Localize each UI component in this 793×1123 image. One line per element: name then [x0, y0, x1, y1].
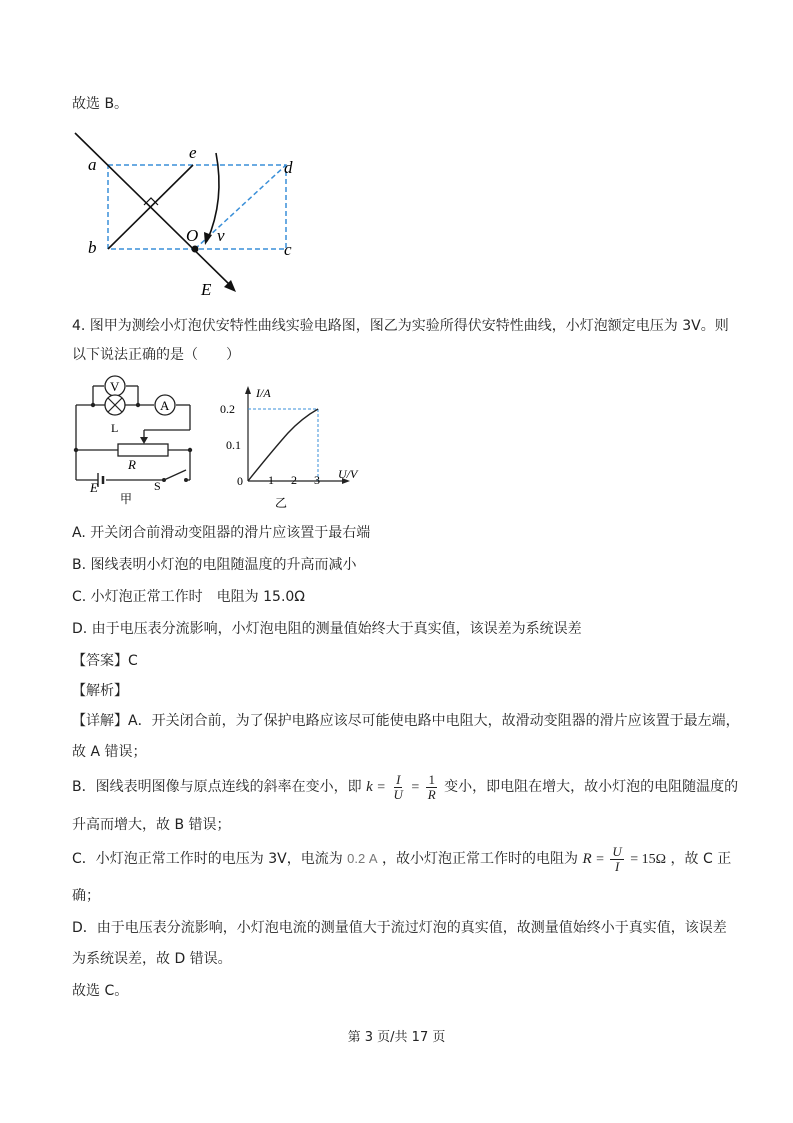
ytick-0-1: 0.1 [226, 438, 241, 452]
detail-d-line1: D．由于电压表分流影响，小灯泡电流的测量值大于流过灯泡的真实值，故测量值始终小于真实值，该误差 [72, 920, 727, 936]
fraction-i-over-u [392, 773, 405, 802]
y-axis-label: I/A [256, 386, 271, 400]
label-a: a [88, 155, 97, 174]
rheostat-label: R [128, 457, 136, 472]
point-O [192, 246, 199, 253]
label-O: O [186, 226, 199, 245]
field-diagram [60, 125, 320, 300]
frac-u: U [393, 786, 403, 802]
math-eq2: = [411, 780, 420, 795]
detail-c-mid: ，故小灯泡正常工作时的电阻为 [381, 851, 578, 867]
page-footer: 第 3 页/共 17 页 [347, 1030, 446, 1045]
frac-u2: U [612, 843, 622, 859]
previous-answer-line: 故选 B。 [72, 96, 129, 112]
x-axis-label: U/V [338, 467, 358, 481]
option-a: A. 开关闭合前滑动变阻器的滑片应该置于最右端 [72, 525, 371, 541]
option-c: C. 小灯泡正常工作时 电阻为 15.0Ω [72, 589, 305, 605]
detail-a-line1: 【详解】A．开关闭合前，为了保护电路应该尽可能使电路中电阻大，故滑动变阻器的滑片应该置于最左端， [72, 713, 740, 729]
fraction-u-over-i [610, 845, 623, 874]
xtick-2: 2 [291, 473, 297, 487]
ytick-0-2: 0.2 [220, 402, 235, 416]
detail-c-pre: C．小灯泡正常工作时的电压为 3V，电流为 [72, 851, 343, 867]
fraction-one-over-r [426, 773, 438, 802]
math-eq3: = [596, 852, 604, 867]
rheostat-symbol [118, 444, 168, 456]
detail-c-post: ，故 C 正 [670, 851, 732, 867]
iv-curve-graph [220, 383, 370, 513]
label-d: d [284, 158, 293, 177]
voltmeter-label: V [110, 379, 120, 394]
xtick-1: 1 [268, 473, 274, 487]
question-4-stem-line2: 以下说法正确的是（ ） [72, 347, 240, 363]
frac-i2: I [614, 858, 620, 874]
detail-d-line2: 为系统误差，故 D 错误。 [72, 951, 232, 967]
question-4-stem-line1: 4. 图甲为测绘小灯泡伏安特性曲线实验电路图，图乙为实验所得伏安特性曲线，小灯泡额定电压为 3V。则 [72, 318, 729, 334]
option-d: D. 由于电压表分流影响，小灯泡电阻的测量值始终大于真实值，该误差为系统误差 [72, 621, 582, 637]
lamp-label: L [111, 421, 119, 435]
label-b: b [88, 238, 97, 257]
option-b: B. 图线表明小灯泡的电阻随温度的升高而减小 [72, 557, 357, 573]
math-eq1: = [377, 780, 386, 795]
switch-label: S [154, 479, 161, 493]
field-line [75, 133, 232, 287]
graph-caption: 乙 [275, 496, 288, 510]
math-resistance-value: = 15Ω [630, 852, 667, 867]
label-v: v [217, 226, 225, 245]
detail-b-post: 变小，即电阻在增大，故小灯泡的电阻随温度的 [444, 779, 739, 795]
detail-b-pre: B．图线表明图像与原点连线的斜率在变小，即 [72, 779, 362, 795]
detail-a-line2: 故 A 错误； [72, 744, 147, 760]
circuit-diagram [68, 370, 203, 505]
xtick-3: 3 [314, 473, 320, 487]
origin-label: 0 [237, 474, 243, 488]
label-e: e [189, 143, 197, 162]
detail-b-line1 [72, 771, 738, 804]
detail-c-line1 [72, 843, 731, 876]
ammeter-label: A [160, 398, 170, 413]
detail-c-line2: 确； [72, 888, 100, 904]
velocity-arrow [204, 232, 212, 245]
analysis-heading: 【解析】 [72, 683, 128, 699]
frac-i: I [396, 771, 401, 787]
slider-arrow [140, 437, 148, 444]
detail-b-line2: 升高而增大，故 B 错误； [72, 817, 231, 833]
math-k: k [366, 779, 373, 795]
frac-one: 1 [428, 771, 435, 787]
label-c: c [284, 240, 292, 259]
answer-line: 【答案】C [72, 653, 138, 669]
math-r: R [582, 851, 592, 867]
label-E: E [201, 280, 212, 299]
current-value: 0.2 A [347, 851, 378, 866]
circuit-caption: 甲 [120, 492, 133, 505]
frac-r: R [427, 786, 436, 802]
source-label: E [90, 480, 98, 495]
final-answer: 故选 C。 [72, 983, 129, 999]
iv-curve [248, 409, 318, 481]
